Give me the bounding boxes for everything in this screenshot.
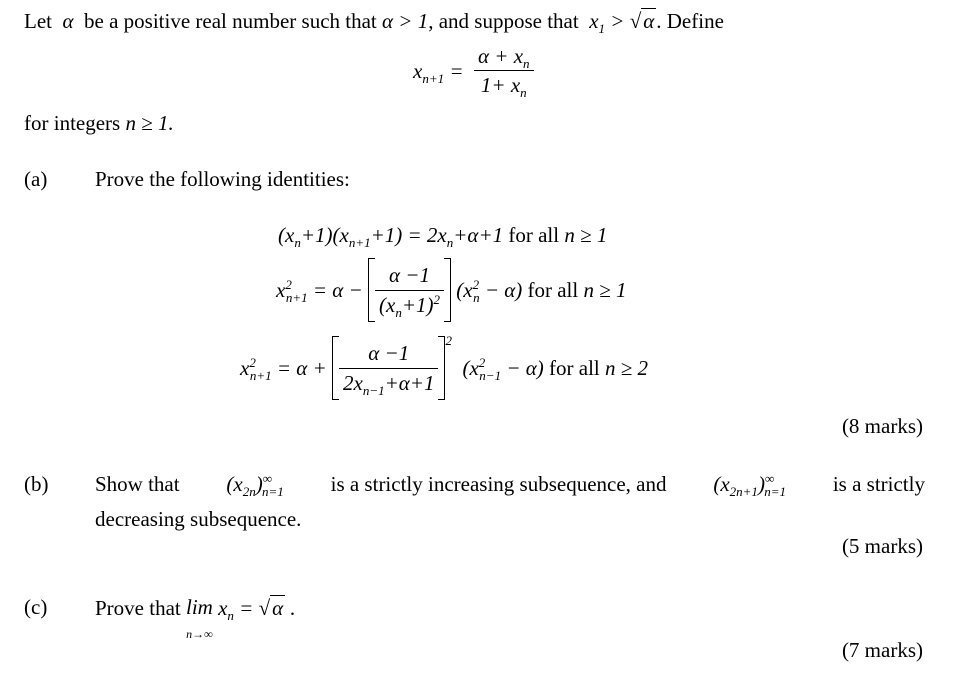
part-b-label: (b) [24, 472, 49, 496]
part-b-line-1 [95, 471, 925, 500]
intro-let: Let [24, 9, 52, 33]
integers-text: for integers [24, 111, 121, 135]
part-b-increasing-text: is a strictly increasing subsequence, and [330, 472, 667, 496]
limit-operator: lim n→∞ [185, 595, 213, 642]
part-a-prompt: Prove the following identities: [95, 167, 350, 191]
intro-define: . Define [656, 9, 724, 33]
identity-3-condition: n ≥ 2 [605, 355, 649, 380]
part-a-marks: (8 marks) [841, 414, 923, 438]
recurrence-denominator: $1+ x_n$ [474, 70, 534, 97]
part-c-prove-that: Prove that [95, 596, 181, 620]
identity-2-condition: n ≥ 1 [583, 277, 627, 302]
part-b-marks: (5 marks) [841, 534, 923, 558]
identity-1-for-all: for all [508, 223, 560, 247]
identity-1-equation: $(x_n+1)(x_{n+1}+1) = 2x_n+\alpha+1$ [278, 223, 504, 251]
odd-subsequence: $(x_{2n+1})^\infty_{n=1}$ [713, 471, 786, 500]
recurrence-numerator: $\alpha + x_n$ [478, 44, 530, 72]
x1-condition: $x_1 > √\alpha$ [583, 9, 655, 37]
identity-2 [276, 258, 627, 322]
recurrence-formula [413, 44, 534, 101]
recurrence-lhs: $x_{n+1}$ = [413, 58, 469, 86]
identity-3-for-all: for all [549, 355, 600, 380]
identity-3-factor: $(x^2_{n-1} - \alpha)$ [457, 354, 544, 384]
identity-3-lhs: $x^2_{n+1} = \alpha$ + [240, 354, 327, 384]
identity-2-right-bracket [444, 258, 451, 322]
integers-condition: n ≥ 1. [125, 111, 174, 135]
identity-2-fraction: $\frac{\alpha -1}{(x_n+1)^2}$ [375, 263, 444, 316]
integers-line [24, 111, 174, 135]
identity-3: $x^2_{n+1} = \alpha$ + $\frac{\alpha -1}{2x_{n-1}+\alpha+1}$ $^2$ $(x^2_{n-1} - \alpha)$ for all n ≥ 2 [240, 336, 648, 400]
identity-2-factor: $(x^2_n - \alpha)$ [456, 276, 523, 306]
part-c-marks: (7 marks) [841, 638, 923, 662]
part-b-show-that: Show that [95, 472, 180, 496]
even-subsequence: $(x_{2n})^\infty_{n=1}$ [226, 471, 284, 500]
alpha-gt-one: α > 1 [382, 9, 429, 33]
part-c-statement [95, 595, 296, 643]
identity-2-lhs: $x^2_{n+1} = \alpha$ − [276, 276, 363, 306]
identity-2-for-all: for all [527, 277, 579, 302]
identity-1-condition: n ≥ 1 [564, 223, 608, 247]
recurrence-fraction [474, 44, 534, 101]
part-b-strictly-text: is a strictly [832, 472, 925, 496]
identity-3-fraction: $\frac{\alpha -1}{2x_{n-1}+\alpha+1}$ [339, 341, 438, 394]
limit-expression: lim n→∞ $x_n = √\alpha$ . [186, 596, 296, 620]
intro-suppose: , and suppose that [428, 9, 579, 33]
part-b-decreasing-text: decreasing subsequence. [95, 507, 302, 531]
part-a-label: (a) [24, 167, 48, 191]
identity-1 [278, 223, 608, 251]
intro-positive-real: be a positive real number such that [84, 9, 377, 33]
identity-3-left-bracket [332, 336, 339, 400]
alpha-symbol: α [57, 9, 79, 33]
identity-2-left-bracket [368, 258, 375, 322]
part-c-label: (c) [24, 595, 48, 619]
intro-line [24, 8, 724, 37]
